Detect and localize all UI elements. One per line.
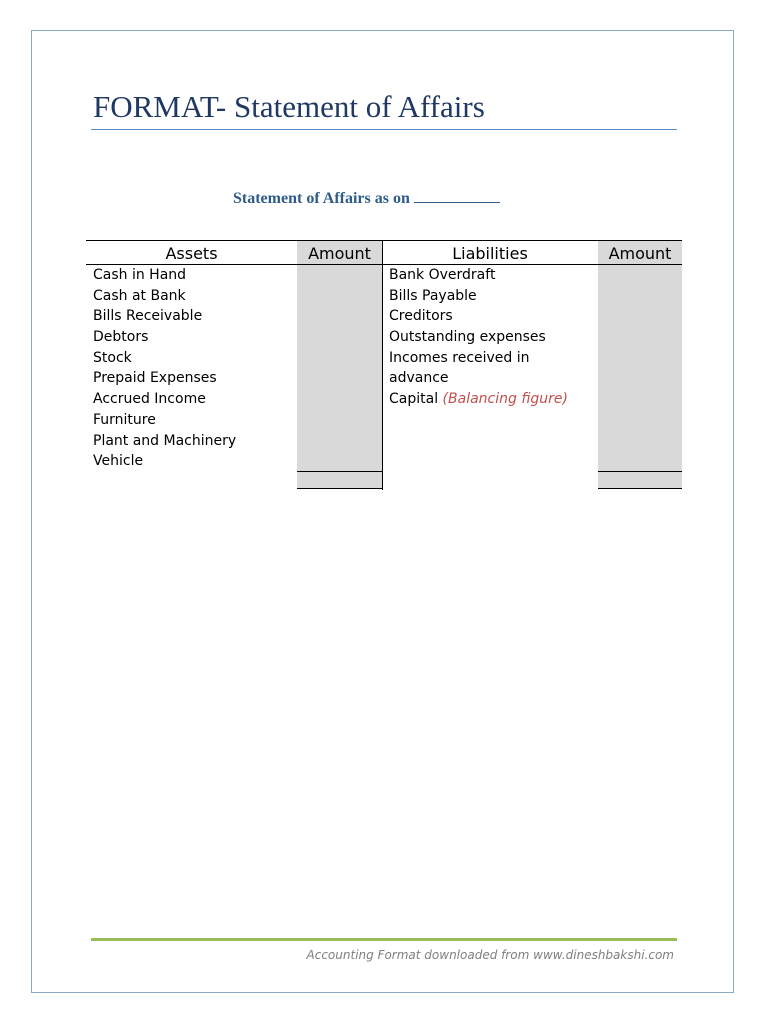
liabilities-amount-column <box>598 265 682 472</box>
asset-item: Stock <box>93 349 132 366</box>
assets-header: Assets <box>86 240 297 265</box>
date-blank-line <box>414 190 500 203</box>
capital-item <box>389 389 568 410</box>
asset-item: Furniture <box>93 411 156 428</box>
asset-item: Cash in Hand <box>93 267 187 283</box>
asset-item: Prepaid Expenses <box>93 370 217 387</box>
footer-credit: Accounting Format downloaded from www.dineshbakshi.com <box>306 948 674 962</box>
assets-amount-header: Amount <box>297 240 382 265</box>
page-title: FORMAT- Statement of Affairs <box>93 89 485 124</box>
balancing-figure-note: (Balancing figure) <box>442 391 568 408</box>
subtitle-text: Statement of Affairs as on <box>233 190 410 207</box>
footer-rule <box>91 938 677 941</box>
liabilities-header: Liabilities <box>382 240 598 265</box>
title-underline <box>91 129 677 130</box>
liability-item: Incomes received in <box>389 349 530 366</box>
asset-item: Accrued Income <box>93 391 206 408</box>
side-divider <box>382 240 383 490</box>
asset-item: Vehicle <box>93 453 144 470</box>
statement-table <box>86 240 682 490</box>
asset-item: Cash at Bank <box>93 287 186 304</box>
assets-amount-column <box>297 265 382 472</box>
asset-item: Bills Receivable <box>93 308 203 325</box>
liabilities-list <box>389 265 568 410</box>
liability-item: Outstanding expenses <box>389 329 546 346</box>
page-border <box>31 30 734 993</box>
asset-item: Plant and Machinery <box>93 432 237 449</box>
liability-item: Bills Payable <box>389 287 477 304</box>
asset-item: Debtors <box>93 329 149 346</box>
liability-item: advance <box>389 370 449 387</box>
liabilities-amount-header: Amount <box>598 240 682 265</box>
liabilities-total-cell <box>598 472 682 489</box>
statement-subtitle <box>233 189 500 209</box>
assets-list <box>93 265 236 472</box>
capital-label: Capital <box>389 391 439 408</box>
assets-total-cell <box>297 472 382 489</box>
liability-item: Creditors <box>389 308 453 325</box>
liability-item: Bank Overdraft <box>389 267 496 283</box>
